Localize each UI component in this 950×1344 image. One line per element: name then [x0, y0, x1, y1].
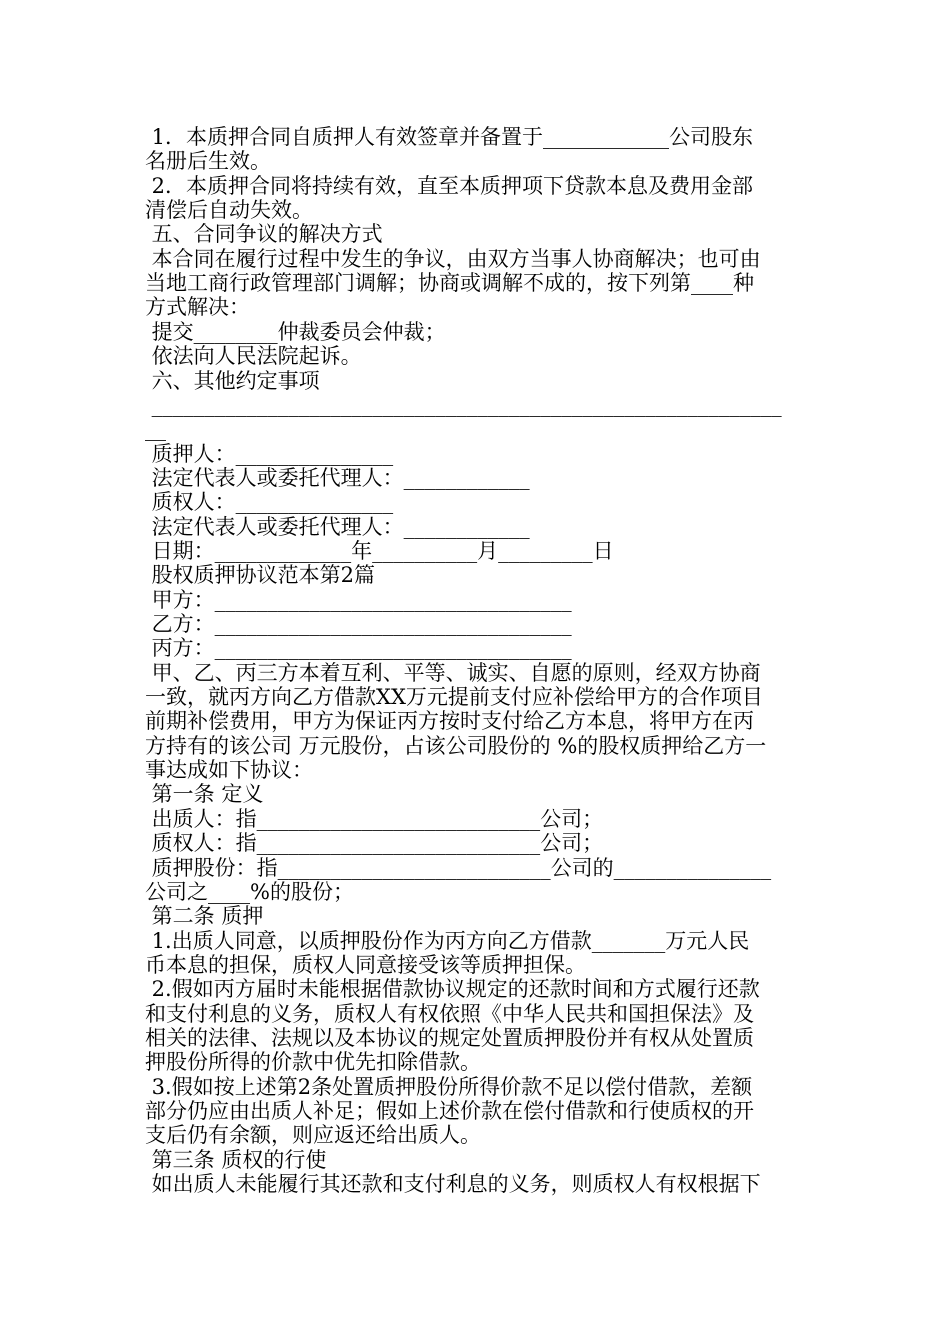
text-line: 法定代表人或委托代理人：____________	[145, 514, 530, 539]
text-line: 提交________仲裁委员会仲裁；	[145, 319, 446, 344]
text-line: 质权人：_______________	[145, 490, 394, 515]
text-line: 乙方：__________________________________	[145, 612, 572, 636]
text-line: 当地工商行政管理部门调解；协商或调解不成的，按下列第____种	[145, 271, 754, 296]
text-line: 法定代表人或委托代理人：____________	[145, 465, 530, 490]
text-line: 日期：_____________年__________月_________日	[145, 538, 614, 563]
text-line: 五、合同争议的解决方式	[145, 222, 383, 247]
text-line: 甲方：__________________________________	[145, 587, 572, 612]
text-line: __	[145, 417, 166, 442]
text-line: 股权质押协议范本第2篇	[145, 563, 376, 588]
text-line: 依法向人民法院起诉。	[145, 344, 362, 369]
text-line: 本合同在履行过程中发生的争议，由双方当事人协商解决；也可由	[145, 246, 761, 271]
text-line: 相关的法律、法规以及本协议的规定处置质押股份并有权从处置质	[145, 1025, 754, 1050]
text-line: 清偿后自动失效。	[145, 198, 313, 223]
text-line: 甲、乙、丙三方本着互利、平等、诚实、自愿的原则，经双方协商	[145, 660, 761, 685]
text-line: 质权人：指___________________________公司；	[145, 831, 604, 856]
text-line: 前期补偿费用，甲方为保证丙方按时支付给乙方本息，将甲方在丙	[145, 709, 754, 734]
text-line: 丙方：__________________________________	[145, 636, 572, 661]
text-line: 3.假如按上述第2条处置质押股份所得价款不足以偿付借款，差额	[145, 1074, 753, 1099]
text-line: 质押人：_______________	[145, 441, 394, 466]
text-line: 出质人：指___________________________公司；	[145, 806, 604, 831]
text-line: 1.出质人同意，以质押股份作为丙方向乙方借款_______万元人民	[145, 928, 750, 953]
text-line: 和支付利息的义务，质权人有权依照《中华人民共和国担保法》及	[145, 1001, 754, 1026]
text-line: 六、其他约定事项	[145, 368, 320, 393]
text-line: 第三条 质权的行使	[145, 1147, 327, 1172]
text-line: 1．本质押合同自质押人有效签章并备置于____________公司股东	[145, 125, 754, 149]
text-line: 第二条 质押	[145, 904, 264, 929]
text-line: 第一条 定义	[145, 782, 264, 807]
text-line: 名册后生效。	[145, 149, 271, 174]
text-line: 方式解决：	[145, 295, 250, 320]
text-line: 部分仍应由出质人补足；假如上述价款在偿付借款和行使质权的开	[145, 1099, 754, 1123]
text-line: 如出质人未能履行其还款和支付利息的义务，则质权人有权根据下	[145, 1172, 761, 1197]
text-line: 方持有的该公司 万元股份，占该公司股份的 %的股权质押给乙方一	[145, 733, 767, 758]
text-line: 币本息的担保，质权人同意接受该等质押担保。	[145, 952, 586, 977]
text-line: 支后仍有余额，则应返还给出质人。	[145, 1123, 481, 1148]
text-line: 公司之____%的股份；	[145, 879, 354, 904]
text-line: ____________________________________________________________	[145, 392, 782, 417]
text-line: 质押股份：指__________________________公司的_______________	[145, 855, 772, 880]
text-line: 事达成如下协议：	[145, 758, 313, 783]
text-line: 一致，就丙方向乙方借款XX万元提前支付应补偿给甲方的合作项目	[145, 685, 763, 710]
text-line: 2.假如丙方届时未能根据借款协议规定的还款时间和方式履行还款	[145, 977, 760, 1002]
text-line: 押股份所得的价款中优先扣除借款。	[145, 1050, 481, 1075]
text-line: 2．本质押合同将持续有效，直至本质押项下贷款本息及费用金部	[145, 173, 754, 198]
